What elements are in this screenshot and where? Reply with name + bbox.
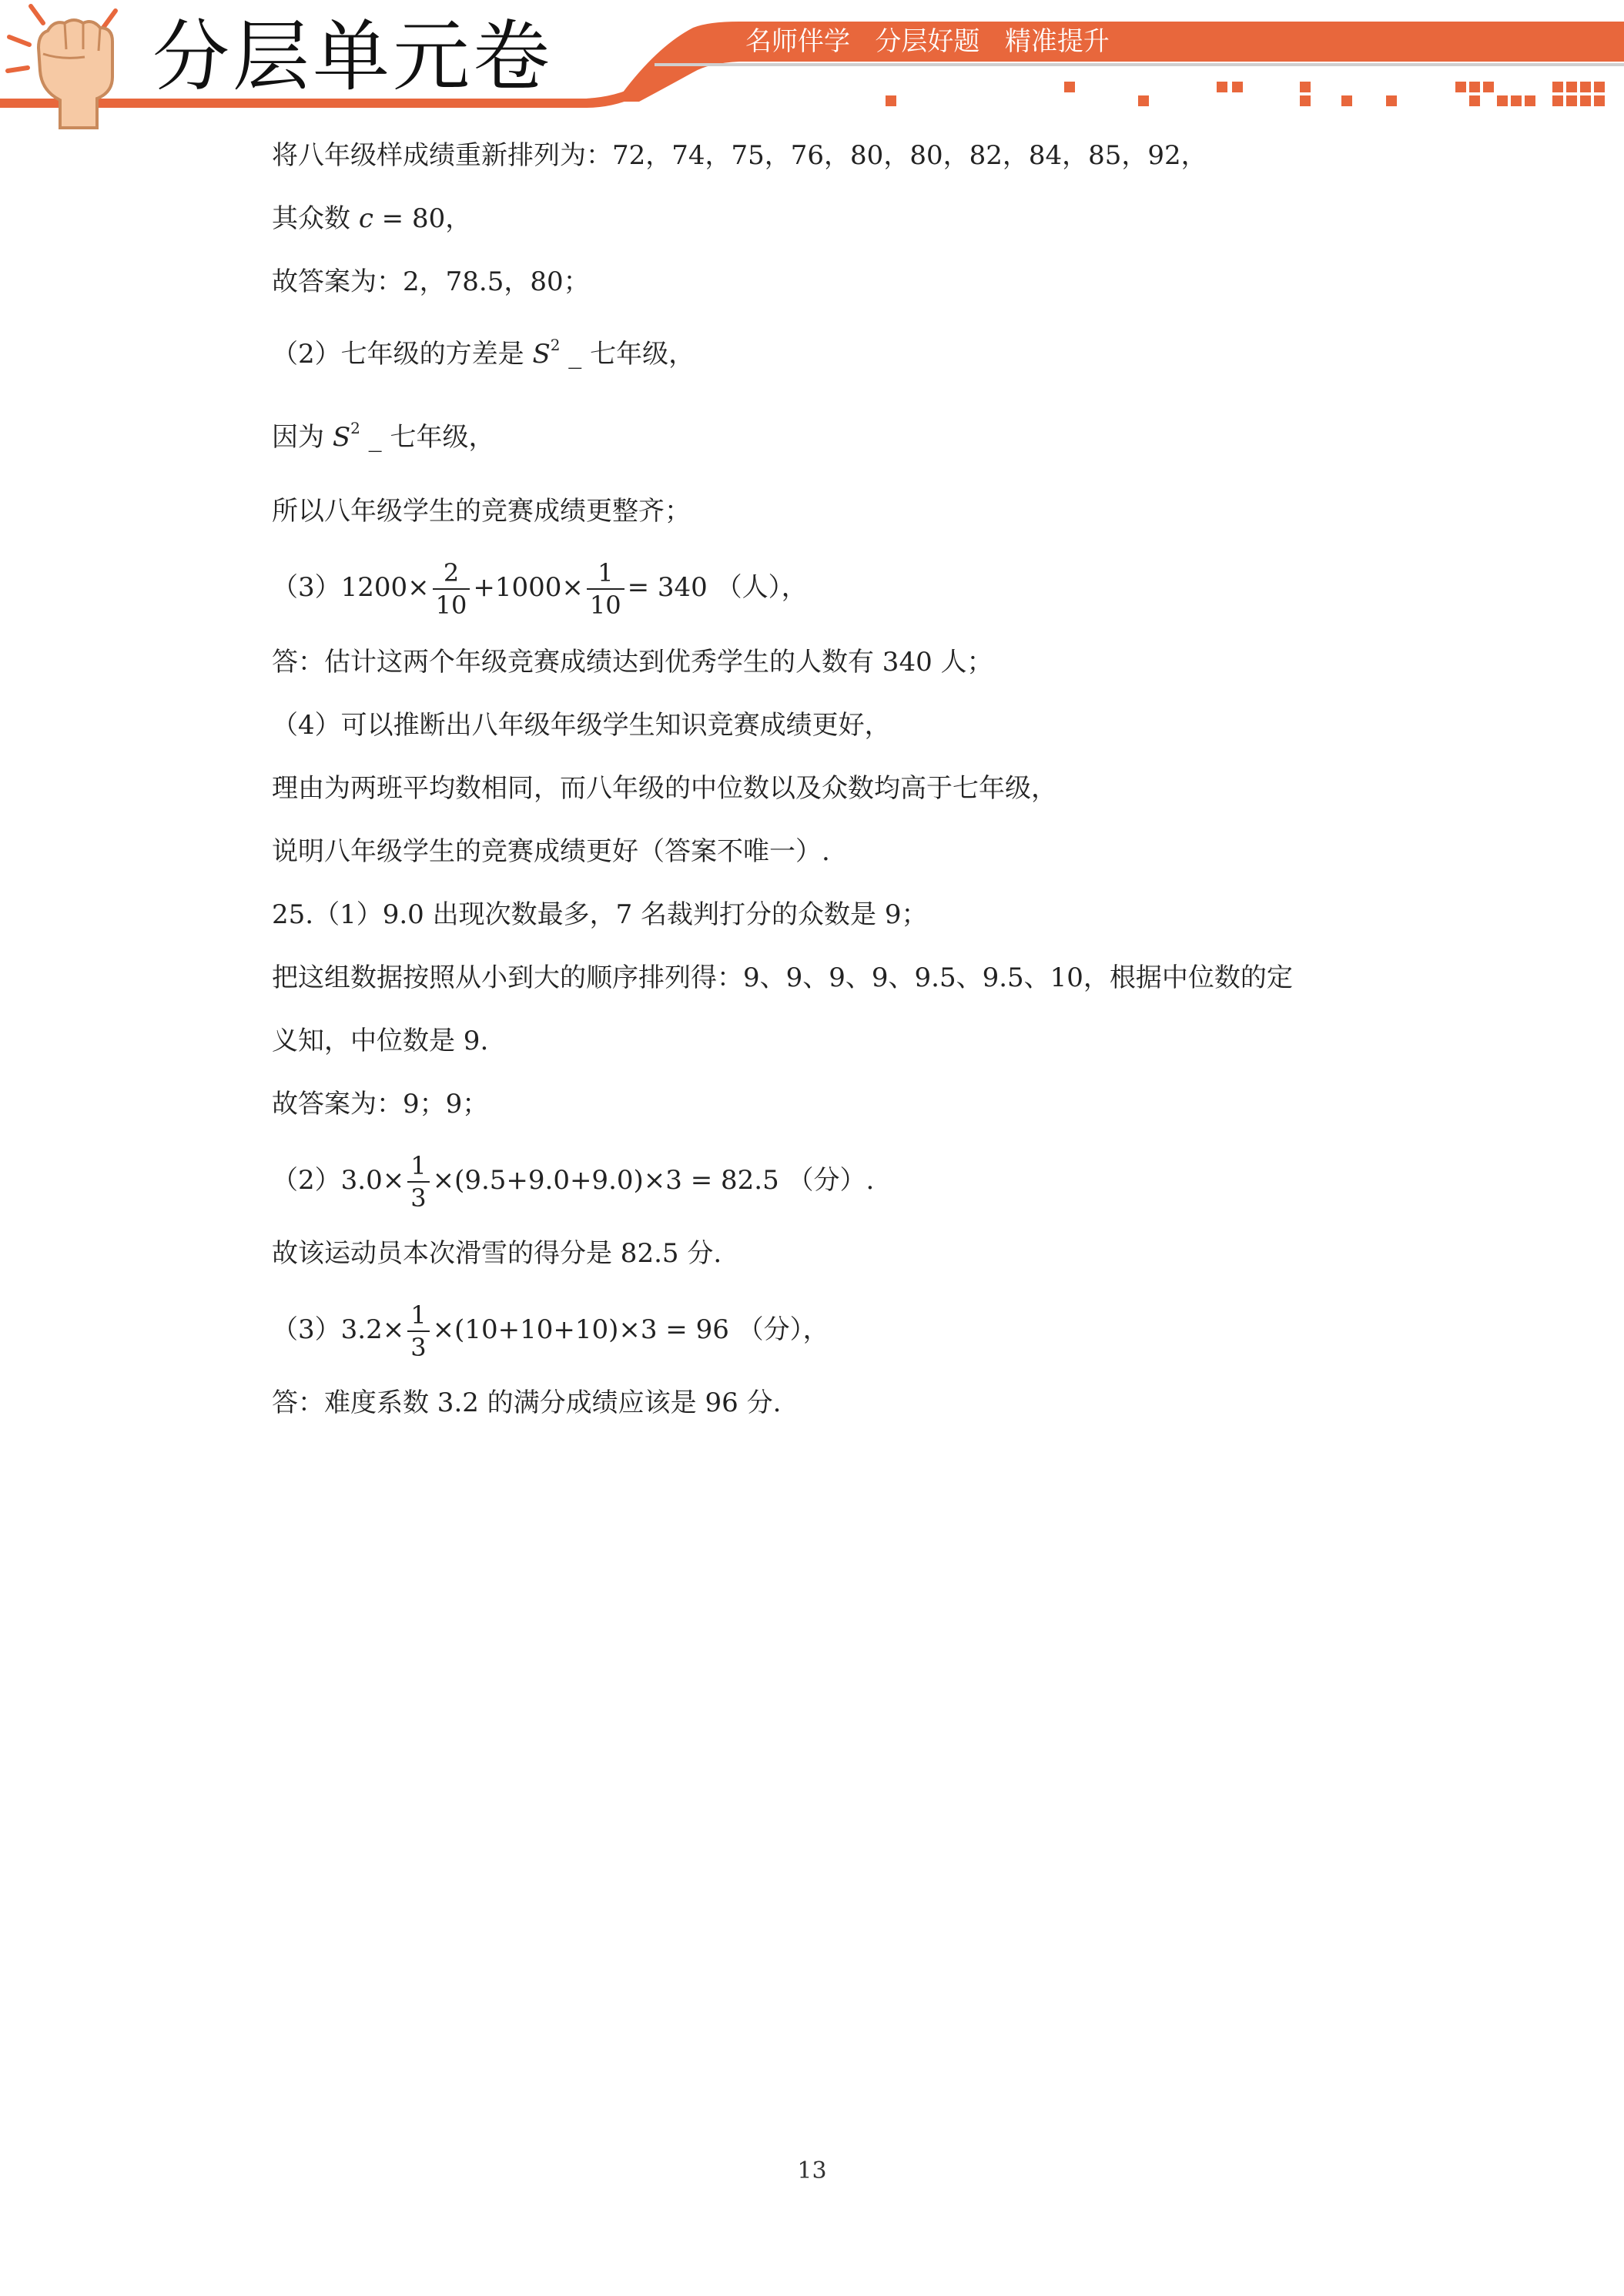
- page-header: [0, 0, 1624, 154]
- fraction: [433, 557, 470, 621]
- text-line: 故该运动员本次滑雪的得分是 82.5 分.: [272, 1238, 722, 1269]
- fraction: [587, 557, 624, 621]
- text-fragment: ×(10+10+10)×3 = 96 （分），: [432, 1314, 829, 1345]
- text-line: [272, 337, 695, 371]
- text-line: 故答案为：9；9；: [272, 1089, 489, 1120]
- text-line: 答：难度系数 3.2 的满分成绩应该是 96 分.: [272, 1387, 782, 1418]
- text-fragment: ×(9.5+9.0+9.0)×3 = 82.5 （分）.: [432, 1165, 875, 1196]
- page-number: 13: [797, 2157, 827, 2184]
- denominator: 3: [410, 1333, 427, 1362]
- text-fragment: _ 七年级，: [360, 422, 495, 453]
- numerator: 2: [433, 557, 470, 590]
- fraction: [407, 1300, 429, 1363]
- text-line: [272, 420, 494, 454]
- pixel-decoration: [886, 82, 1605, 106]
- text-fragment: = 80，: [373, 203, 472, 234]
- text-line: 25.（1）9.0 出现次数最多，7 名裁判打分的众数是 9；: [272, 899, 928, 930]
- math-variable: c: [358, 203, 373, 234]
- text-fragment: （3）1200×: [272, 572, 430, 603]
- text-fragment: +1000×: [473, 572, 584, 603]
- text-line: （4）可以推断出八年级年级学生知识竞赛成绩更好，: [272, 710, 891, 741]
- text-line: 故答案为：2，78.5，80；: [272, 266, 590, 297]
- formula-line: [272, 1146, 874, 1215]
- text-fragment: （2）3.0×: [272, 1165, 405, 1196]
- text-fragment: 因为: [272, 422, 333, 453]
- text-fragment: = 340 （人），: [627, 572, 808, 603]
- text-line: 理由为两班平均数相同，而八年级的中位数以及众数均高于七年级，: [272, 773, 1057, 804]
- superscript: 2: [350, 419, 360, 437]
- math-variable: S: [332, 422, 351, 453]
- text-fragment: 其众数: [272, 203, 359, 234]
- numerator: 1: [407, 1150, 429, 1183]
- fist-icon: [0, 0, 139, 131]
- text-fragment: （2）七年级的方差是: [272, 339, 533, 370]
- formula-line: [272, 1295, 829, 1364]
- text-line: [272, 202, 471, 236]
- brand-title: 分层单元卷: [152, 12, 553, 102]
- header-slogan: 名师伴学 分层好题 精准提升: [745, 26, 1110, 57]
- superscript: 2: [550, 336, 561, 354]
- text-line: 说明八年级学生的竞赛成绩更好（答案不唯一）.: [272, 836, 830, 867]
- text-line: 所以八年级学生的竞赛成绩更整齐；: [272, 496, 691, 527]
- fraction: [407, 1150, 429, 1213]
- text-line: 把这组数据按照从小到大的顺序排列得：9、9、9、9、9.5、9.5、10，根据中位数的定: [272, 962, 1293, 993]
- numerator: 1: [587, 557, 624, 590]
- text-line: 义知，中位数是 9.: [272, 1026, 489, 1056]
- text-fragment: _ 七年级，: [560, 339, 695, 370]
- formula-line: [272, 553, 808, 622]
- text-line: 将八年级样成绩重新排列为：72，74，75，76，80，80，82，84，85，92，: [272, 140, 1207, 171]
- denominator: 10: [589, 591, 621, 620]
- numerator: 1: [407, 1300, 429, 1332]
- denominator: 10: [435, 591, 467, 620]
- text-fragment: （3）3.2×: [272, 1314, 405, 1345]
- math-variable: S: [532, 339, 551, 370]
- denominator: 3: [410, 1183, 427, 1213]
- text-line: 答：估计这两个年级竞赛成绩达到优秀学生的人数有 340 人；: [272, 647, 993, 678]
